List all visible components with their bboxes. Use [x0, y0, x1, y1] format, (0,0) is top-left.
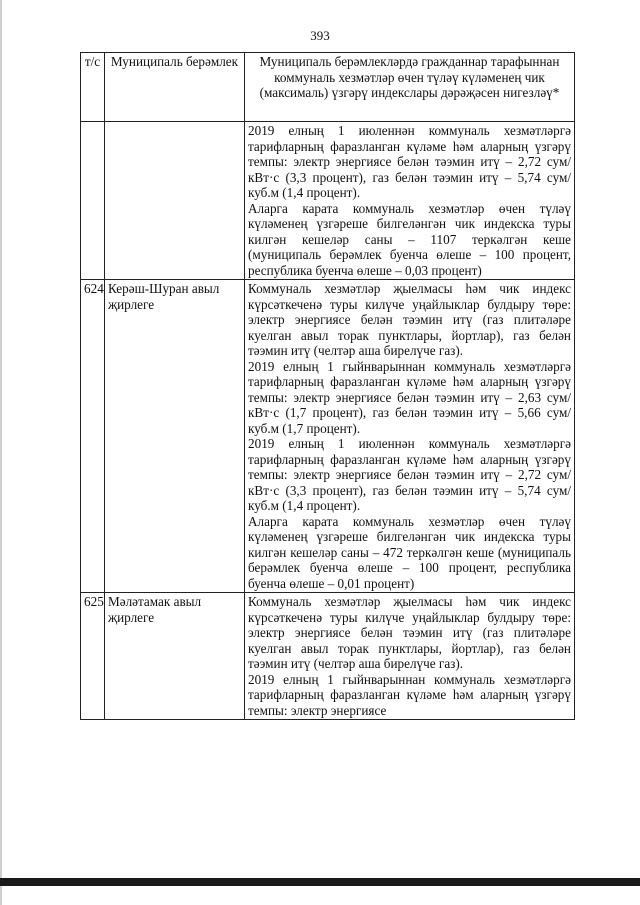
indices-paragraph: Коммуналь хезмәтләр җыелмасы һәм чик индекс күрсәткеченә туры килүче уңайлыклар булдыру төре: электр энергиясе белән тәэмин итү (газ плитәләре куелган авыл торак пунктлары, йортлар), газ белән тәэмин итү (челтәр аша бирелүче газ).	[248, 594, 571, 671]
page-number: 393	[310, 28, 330, 43]
row-number: 624	[81, 280, 105, 593]
header-number: т/с	[81, 53, 105, 122]
row-indices	[245, 593, 575, 720]
indices-paragraph: Аларга карата коммуналь хезмәтләр өчен түләү күләменең үзгәреше билгеләнгән чик индекска туры килгән кешеләр саны – 1107 теркәлгән кеше (муниципаль берәмлек буенча өлеше – 100 процент, республика буенча өлеше – 0,03 процент)	[248, 200, 571, 278]
table-row	[81, 593, 575, 720]
row-number	[81, 122, 105, 280]
indices-paragraph: 2019 елның 1 гыйнварыннан коммуналь хезмәтләргә тарифларның фаразланган күләме һәм аларның үзгәрү темпы: электр энергиясе белән тәэмин итү – 2,63 сум/кВт·с (1,7 процент), газ белән тәэмин итү – 5,66 сум/куб.м (1,7 процент).	[248, 358, 571, 436]
row-municipality: Керәш-Шуран авыл җирлеге	[105, 280, 245, 593]
table-header-row	[81, 53, 575, 122]
table-row	[81, 122, 575, 280]
indices-paragraph: 2019 елның 1 июленнән коммуналь хезмәтләргә тарифларның фаразланган күләме һәм аларның үзгәрү темпы: электр энергиясе белән тәэмин итү – 2,72 сум/кВт·с (3,3 процент), газ белән тәэмин итү – 5,74 сум/куб.м (1,4 процент).	[248, 123, 571, 200]
indices-table	[80, 52, 575, 720]
header-indices: Муниципаль берәмлекләрдә гражданнар тарафыннан коммуналь хезмәтләр өчен түләү күләменең чик (максималь) үзгәрү индекслары дәрәҗәсен нигезләү*	[245, 53, 575, 122]
row-municipality: Мәләтамак авыл җирлеге	[105, 593, 245, 720]
scan-bottom-bar	[0, 878, 640, 886]
header-municipality: Муниципаль берәмлек	[105, 53, 245, 122]
row-indices	[245, 280, 575, 593]
table-row	[81, 280, 575, 593]
indices-paragraph: Коммуналь хезмәтләр җыелмасы һәм чик индекс күрсәткеченә туры килүче уңайлыклар булдыру төре: электр энергиясе белән тәэмин итү (газ плитәләре куелган авыл торак пунктлары, йортлар), газ белән тәэмин итү (челтәр аша бирелүче газ).	[248, 281, 571, 358]
indices-paragraph: 2019 елның 1 июленнән коммуналь хезмәтләргә тарифларның фаразланган күләме һәм аларның үзгәрү темпы: электр энергиясе белән тәэмин итү – 2,72 сум/кВт·с (3,3 процент), газ белән тәэмин итү – 5,74 сум/куб.м (1,4 процент).	[248, 436, 571, 513]
scan-edge	[0, 0, 2, 905]
row-municipality	[105, 122, 245, 280]
indices-paragraph: 2019 елның 1 гыйнварыннан коммуналь хезмәтләргә тарифларның фаразланган күләме һәм аларның үзгәрү темпы: электр энергиясе	[248, 671, 571, 718]
row-indices	[245, 122, 575, 280]
indices-paragraph: Аларга карата коммуналь хезмәтләр өчен түләү күләменең үзгәреше билгеләнгән чик индекска туры килгән кешеләр саны – 472 теркәлгән кеше (муниципаль берәмлек буенча өлеше – 100 процент, республика буенча өлеше – 0,01 процент)	[248, 513, 571, 591]
row-number: 625	[81, 593, 105, 720]
